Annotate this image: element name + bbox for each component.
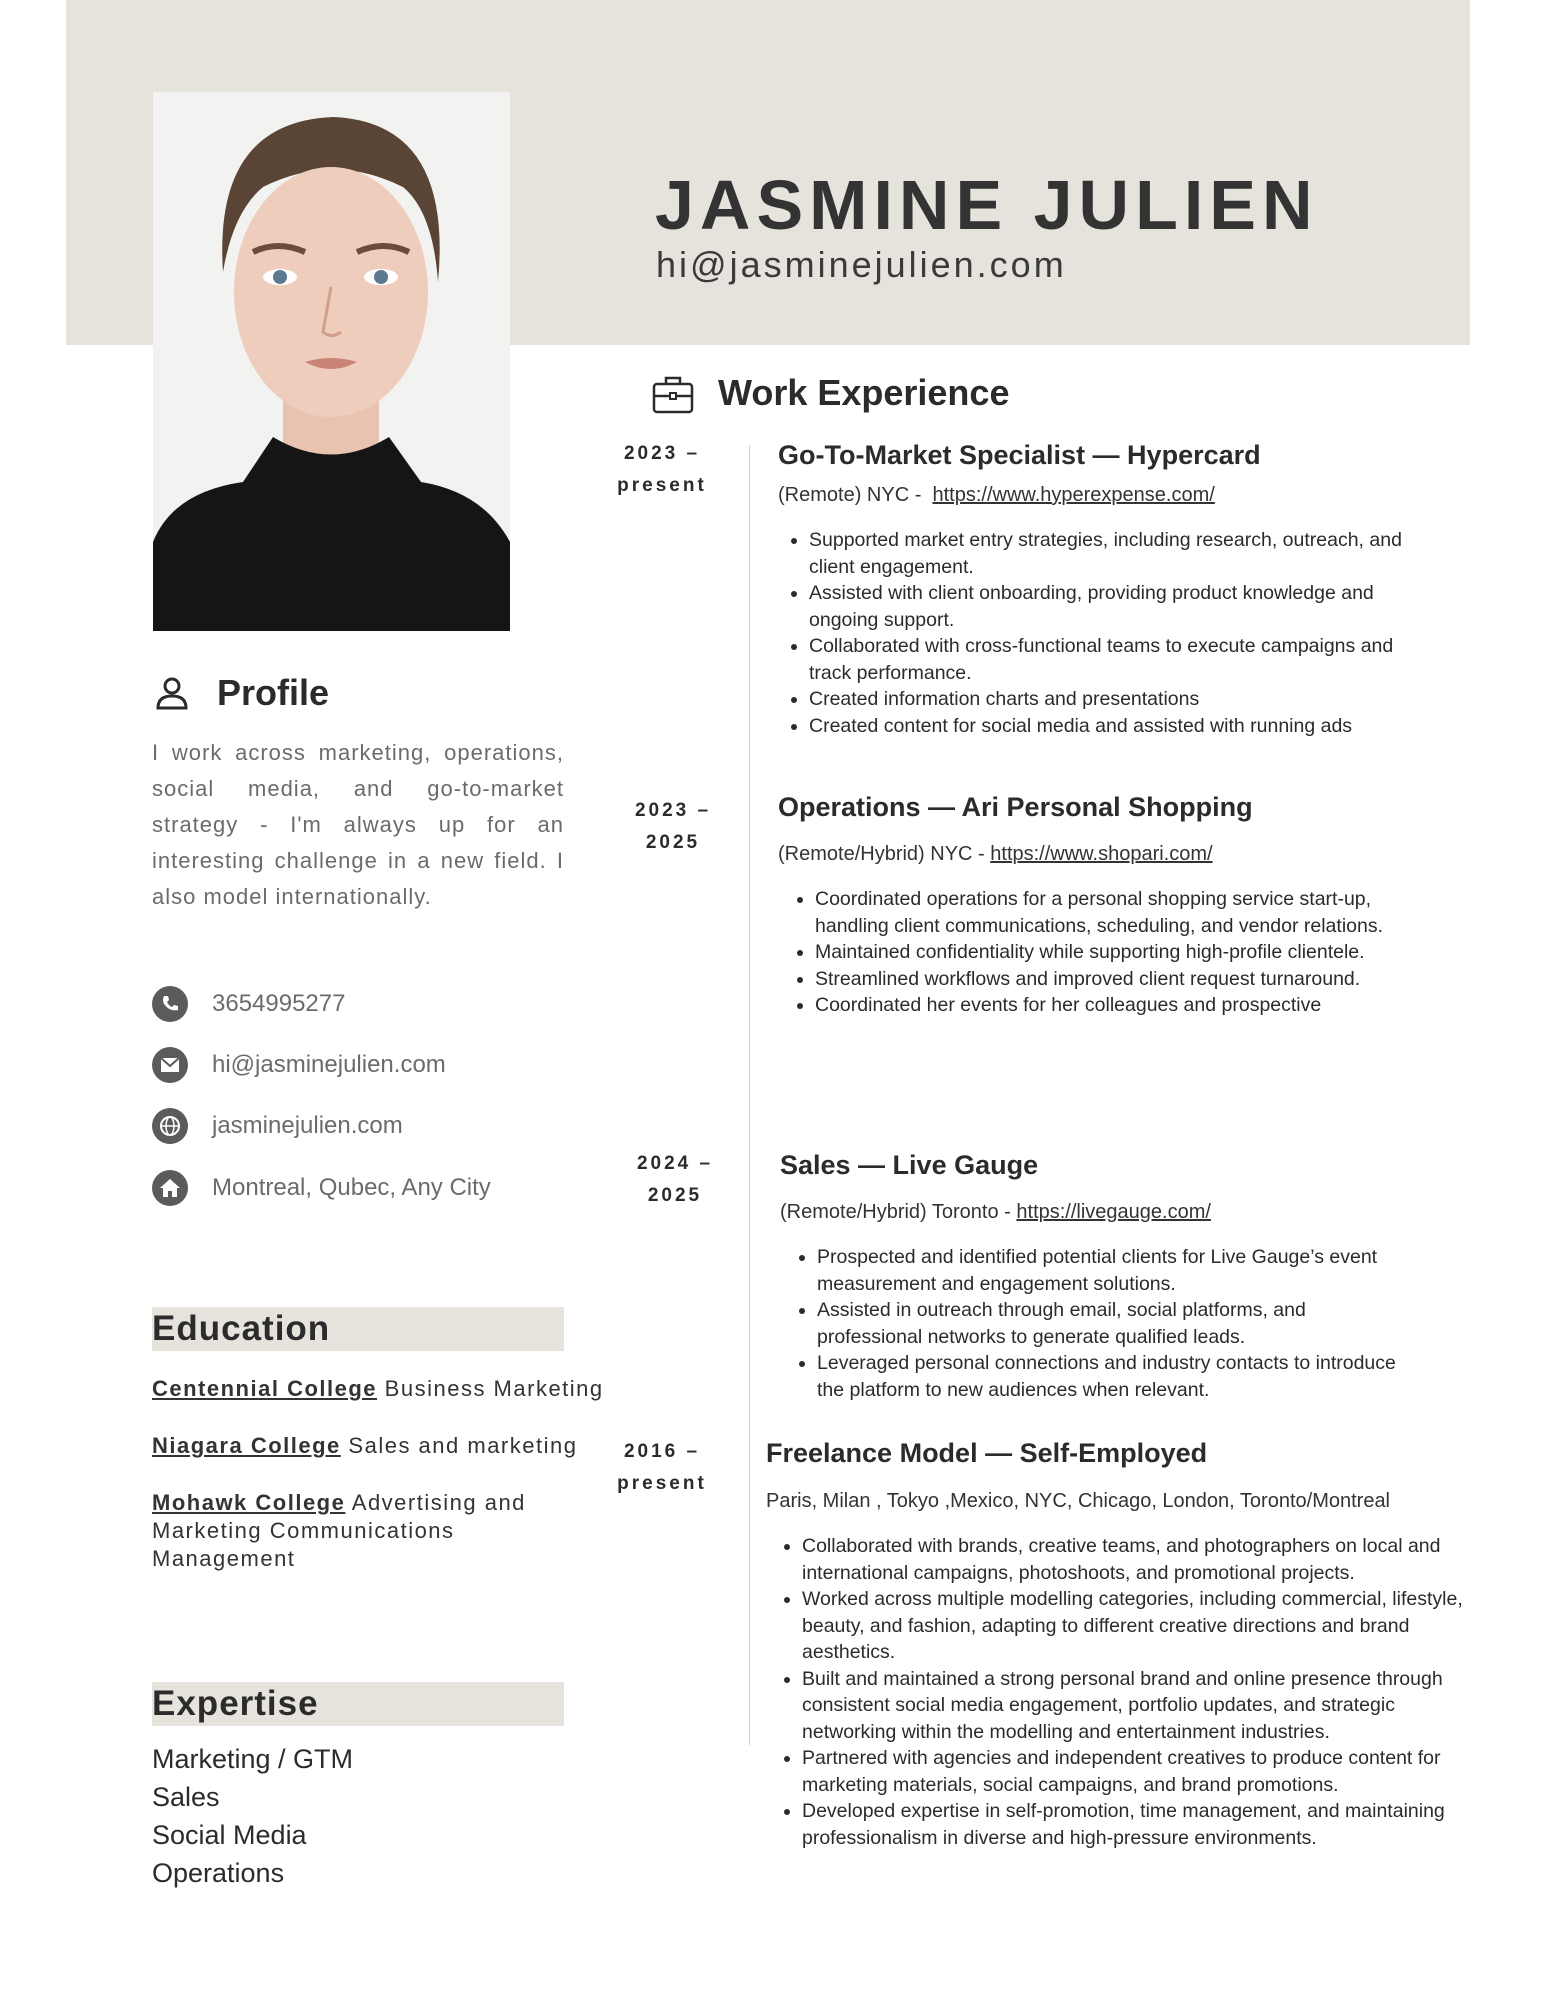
year-start: 2023 – (634, 800, 712, 821)
bullet-item: • Coordinated her events for her colleagues and prospective (815, 992, 1420, 1019)
bullet-item: • Prospected and identified potential clients for Live Gauge’s event measurement and engagement solutions. (817, 1244, 1407, 1297)
profile-photo (153, 92, 510, 631)
bullet-item: • Worked across multiple modelling categories, including commercial, lifestyle, beauty, and fashion, adapting to different creative directions and brand aesthetics. (802, 1586, 1492, 1666)
bullet-item: • Coordinated operations for a personal shopping service start-up, handling client communications, scheduling, and vendor relations. (815, 886, 1420, 939)
job-url-link[interactable]: https://www.shopari.com/ (990, 843, 1213, 865)
job-title: Sales — Live Gauge (780, 1150, 1039, 1180)
year-end: present (617, 1473, 707, 1494)
education-item (152, 1432, 622, 1460)
work-title: Work Experience (718, 372, 1010, 413)
contact-phone[interactable] (152, 984, 345, 1024)
timeline-divider (749, 445, 750, 1745)
education-title: Education (152, 1307, 564, 1351)
bullet-item: • Maintained confidentiality while supporting high-profile clientele. (815, 939, 1420, 966)
education-school[interactable]: Niagara College (152, 1433, 341, 1458)
bullet-item: • Supported market entry strategies, including research, outreach, and client engagement. (809, 527, 1409, 580)
website-text: jasminejulien.com (212, 1112, 403, 1139)
briefcase-icon (652, 375, 694, 420)
job-bullets (785, 886, 1420, 1019)
job-bullets (772, 1533, 1492, 1851)
year-start: 2023 – (623, 443, 701, 464)
year-end: 2025 (647, 1185, 703, 1206)
education-item (152, 1375, 622, 1403)
expertise-item: Social Media (152, 1820, 307, 1850)
bullet-item: • Collaborated with brands, creative teams, and photographers on local and international campaigns, photoshoots, and promotional projects. (802, 1533, 1492, 1586)
full-name: JASMINE JULIEN (655, 166, 1319, 244)
phone-icon (152, 986, 188, 1022)
bullet-item: • Partnered with agencies and independent creatives to produce content for marketing materials, social campaigns, and brand promotions. (802, 1745, 1492, 1798)
bullet-item: • Created information charts and presentations (809, 686, 1409, 713)
bullet-item: • Created content for social media and assisted with running ads (809, 713, 1409, 740)
job-location (778, 843, 1213, 866)
phone-text: 3654995277 (212, 990, 346, 1017)
job-url-link[interactable]: https://www.hyperexpense.com/ (932, 484, 1215, 506)
expertise-item: Marketing / GTM (152, 1744, 354, 1774)
job-location (778, 484, 1215, 507)
education-item (152, 1489, 552, 1573)
job-bullets (787, 1244, 1407, 1403)
mail-icon (152, 1047, 188, 1083)
location-text: (Remote) NYC - (778, 484, 927, 506)
bullet-item: • Streamlined workflows and improved client request turnaround. (815, 966, 1420, 993)
expertise-title: Expertise (152, 1682, 564, 1726)
globe-icon (152, 1108, 188, 1144)
location-text: (Remote/Hybrid) Toronto - (780, 1201, 1017, 1223)
year-end: present (617, 475, 707, 496)
job-years (623, 795, 723, 859)
expertise-list (152, 1740, 353, 1892)
job-title: Operations — Ari Personal Shopping (778, 792, 1253, 822)
contact-website[interactable] (152, 1106, 403, 1146)
expertise-item: Sales (152, 1782, 220, 1812)
education-school[interactable]: Centennial College (152, 1376, 378, 1401)
portrait-illustration (153, 92, 510, 631)
location-text: (Remote/Hybrid) NYC - (778, 843, 991, 865)
year-start: 2016 – (623, 1441, 701, 1462)
address-text: Montreal, Qubec, Any City (212, 1174, 491, 1201)
bullet-item: • Built and maintained a strong personal brand and online presence through consistent social media engagement, portfolio updates, and strategic networking within the modelling and entertainment industries. (802, 1666, 1492, 1746)
bullet-item: • Leveraged personal connections and industry contacts to introduce the platform to new audiences when relevant. (817, 1350, 1407, 1403)
year-start: 2024 – (636, 1153, 714, 1174)
job-title: Freelance Model — Self-Employed (766, 1438, 1208, 1468)
header-email[interactable]: hi@jasminejulien.com (656, 244, 1067, 285)
location-text: Paris, Milan , Tokyo ,Mexico, NYC, Chicago, London, Toronto/Montreal (766, 1490, 1391, 1512)
email-text: hi@jasminejulien.com (212, 1051, 446, 1078)
job-years (612, 438, 712, 502)
bullet-item: • Developed expertise in self-promotion, time management, and maintaining professionalism in diverse and high-pressure environments. (802, 1798, 1492, 1851)
profile-text: I work across marketing, operations, social media, and go-to-market strategy - I'm always up for an interesting challenge in a new field. I also model internationally. (152, 740, 564, 909)
job-title: Go-To-Market Specialist — Hypercard (778, 440, 1261, 470)
home-icon (152, 1170, 188, 1206)
contact-address (152, 1168, 491, 1208)
expertise-item: Operations (152, 1858, 285, 1888)
contact-email[interactable] (152, 1045, 446, 1085)
job-location (766, 1490, 1390, 1513)
job-years (625, 1148, 725, 1212)
job-url-link[interactable]: https://livegauge.com/ (1016, 1201, 1211, 1223)
education-program: Sales and marketing (348, 1433, 578, 1458)
profile-title: Profile (217, 672, 330, 713)
job-location (780, 1201, 1211, 1224)
job-bullets (779, 527, 1409, 739)
bullet-item: • Assisted in outreach through email, social platforms, and professional networks to generate qualified leads. (817, 1297, 1407, 1350)
education-program: Advertising and Marketing Communications Management (152, 1490, 526, 1571)
person-icon (154, 675, 190, 716)
education-school[interactable]: Mohawk College (152, 1490, 346, 1515)
education-program: Business Marketing (384, 1376, 604, 1401)
job-years (612, 1436, 712, 1500)
bullet-item: • Collaborated with cross-functional teams to execute campaigns and track performance. (809, 633, 1409, 686)
bullet-item: • Assisted with client onboarding, providing product knowledge and ongoing support. (809, 580, 1409, 633)
year-end: 2025 (645, 832, 701, 853)
